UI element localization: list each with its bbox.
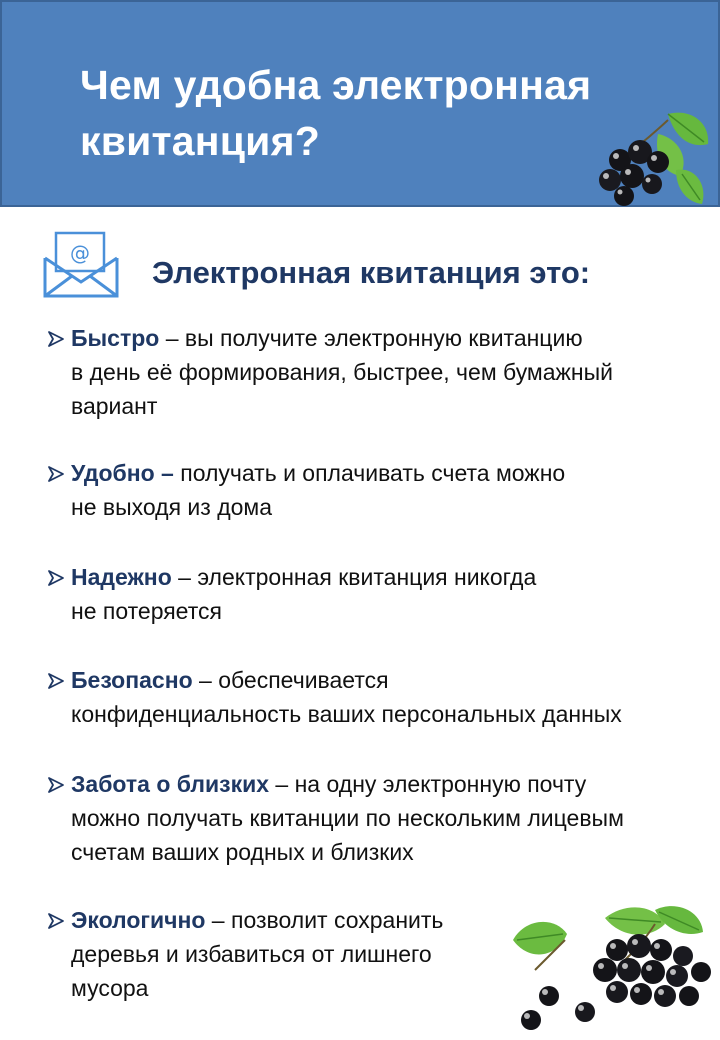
item-key: Быстро [71,325,160,351]
list-item [46,321,716,423]
item-key: Безопасно [71,667,193,693]
list-item [46,456,716,524]
arrow-bullet-icon [46,903,68,937]
section-subtitle: Электронная квитанция это: [152,255,591,290]
email-envelope-icon [42,230,120,300]
blackcurrant-icon [598,104,716,208]
item-description: – электронная квитанция никогда не потеряется [71,564,537,624]
page-title: Чем удобна электронная квитанция? [80,62,592,164]
item-key: Экологично [71,907,206,933]
arrow-bullet-icon [46,560,68,594]
item-description: – вы получите электронную квитанцию в день её формирования, быстрее, чем бумажный вариант [71,325,614,419]
blackcurrant-cluster-icon [505,900,717,1035]
arrow-bullet-icon [46,767,68,801]
item-description: – обеспечивается конфиденциальность ваших персональных данных [71,667,622,727]
arrow-bullet-icon [46,663,68,697]
list-item [46,560,716,628]
item-description: – на одну электронную почту можно получать квитанции по нескольким лицевым счетам ваших родных и близких [71,771,624,865]
item-key: Надежно [71,564,172,590]
list-item [46,663,716,731]
item-key: Забота о близких [71,771,270,797]
arrow-bullet-icon [46,321,68,355]
svg-text:@: @ [70,241,90,265]
item-key: Удобно – [71,460,174,486]
item-description: – позволит сохранить деревья и избавиться от лишнего мусора [71,907,444,1001]
item-description: получать и оплачивать счета можно не выходя из дома [71,460,566,520]
list-item [46,767,716,869]
arrow-bullet-icon [46,456,68,490]
